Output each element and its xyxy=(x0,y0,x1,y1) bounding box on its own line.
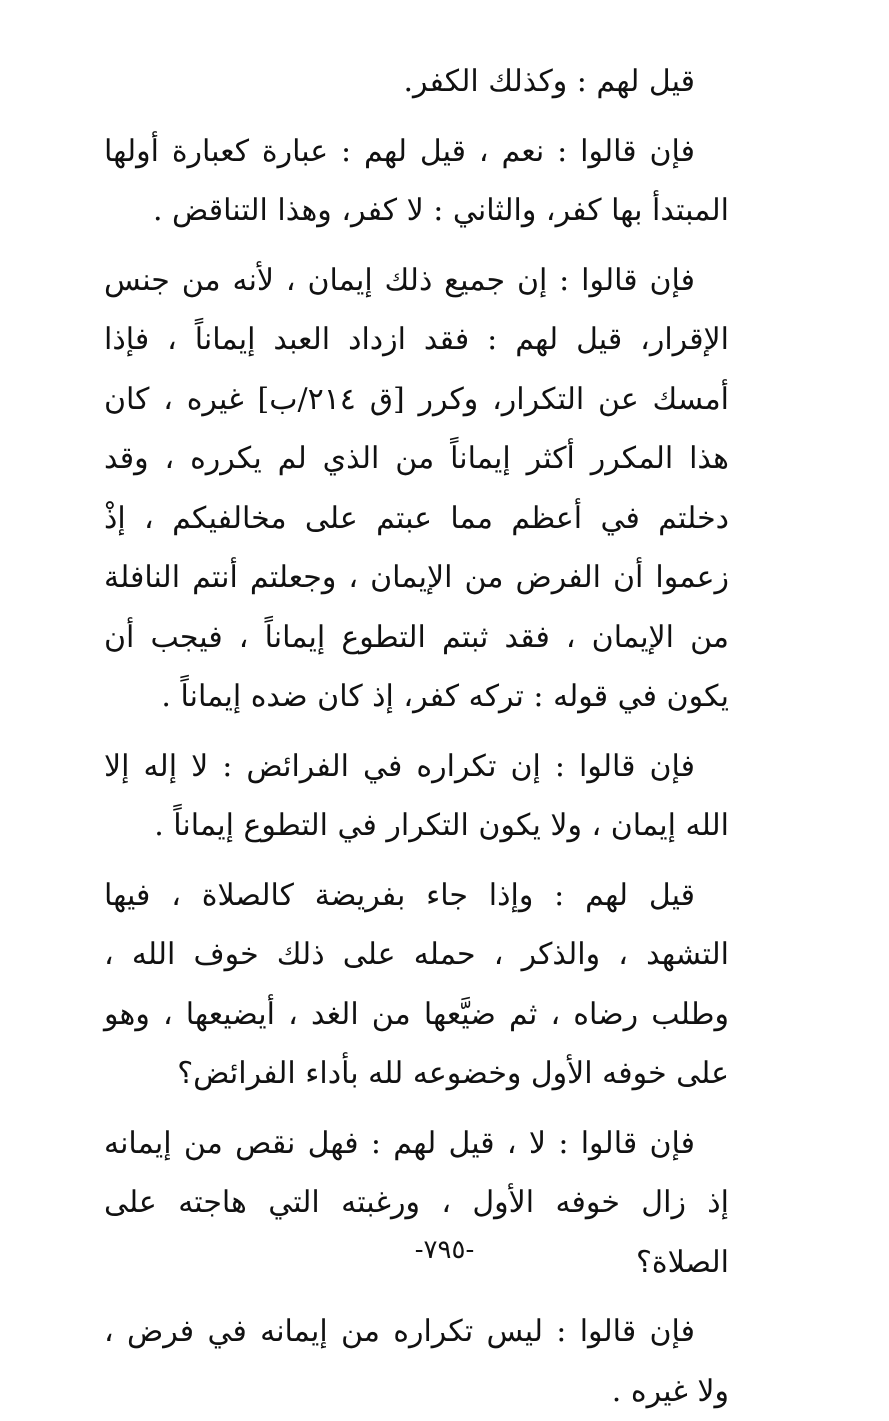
paragraph-2: فإن قالوا : نعم ، قيل لهم : عبارة كعبارة أولها المبتدأ بها كفر، والثاني : لا كفر، وهذا التناقض . xyxy=(104,133,729,228)
paragraph-1: قيل لهم : وكذلك الكفر. xyxy=(403,64,695,99)
paragraph-3: فإن قالوا : إن جميع ذلك إيمان ، لأنه من جنس الإقرار، قيل لهم : فقد ازداد العبد إيماناً ، فإذا أمسك عن التكرار، وكرر [ق ٢١٤/ب] غيره ، كان هذا المكرر أكثر إيماناً من الذي لم يكرره ، وقد دخلتم في أعظم مما عبتم على مخالفيكم ، إذْ زعموا أن الفرض من الإيمان ، وجعلتم أنتم النافلة من الإيمان ، فقد ثبتم التطوع إيماناً ، فيجب أن يكون في قوله : تركه كفر، إذ كان ضده إيماناً . xyxy=(104,262,730,714)
paragraph-7: فإن قالوا : ليس تكراره من إيمانه في فرض ، ولا غيره . xyxy=(104,1314,729,1409)
page-number: -٧٩٥- xyxy=(414,1235,475,1265)
paragraph-6: فإن قالوا : لا ، قيل لهم : فهل نقص من إيمانه إذ زال خوفه الأول ، ورغبته التي هاجته على الصلاة؟ xyxy=(104,1125,729,1280)
paragraph-4: فإن قالوا : إن تكراره في الفرائض : لا إله إلا الله إيمان ، ولا يكون التكرار في التطوع إيماناً . xyxy=(104,748,729,843)
paragraph-5: قيل لهم : وإذا جاء بفريضة كالصلاة ، فيها التشهد ، والذكر ، حمله على ذلك خوف الله ، وطلب رضاه ، ثم ضيَّعها من الغد ، أيضيعها ، وهو على خوفه الأول وخضوعه لله بأداء الفرائض؟ xyxy=(104,877,729,1091)
